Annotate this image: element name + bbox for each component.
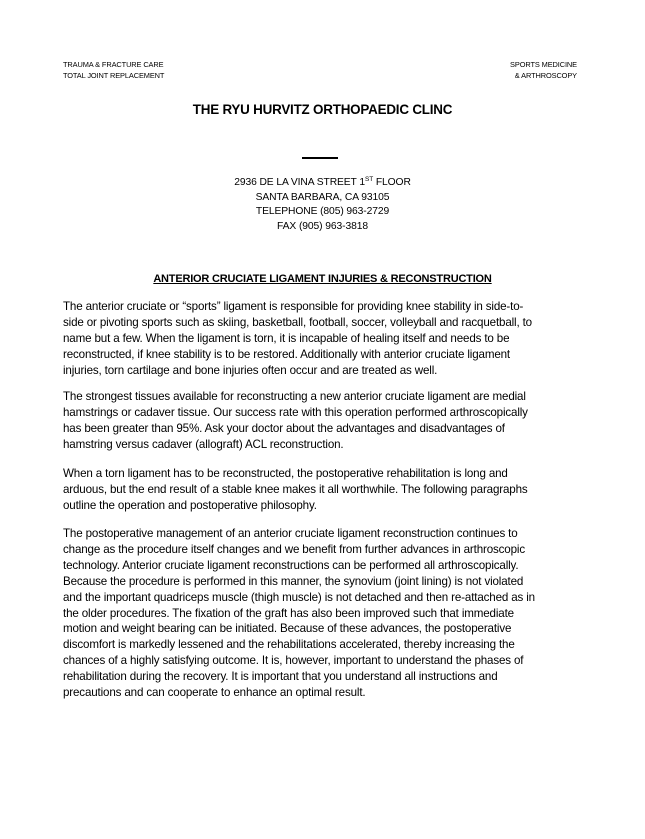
text-line: hamstring versus cadaver (allograft) ACL reconstruction. bbox=[63, 437, 344, 451]
text-line: technology. Anterior cruciate ligament reconstructions can be performed all arthroscopically. bbox=[63, 558, 519, 572]
address-street-text: 2936 DE LA VINA STREET 1 bbox=[234, 177, 365, 188]
text-line: change as the procedure itself changes and we benefit from further advances in arthroscopic bbox=[63, 542, 525, 556]
header-right-services bbox=[510, 59, 577, 81]
text-line: reconstructed, if knee stability is to be restored. Additionally with anterior cruciate ligament bbox=[63, 347, 511, 361]
fax: FAX (905) 963-3818 bbox=[277, 220, 368, 232]
text-line: discomfort is markedly lessened and the rehabilitations accelerated, thereby increasing the bbox=[63, 638, 515, 652]
text-line: Because the procedure is performed in this manner, the synovium (joint lining) is not violated bbox=[63, 574, 524, 588]
address-street-ordinal: ST bbox=[364, 176, 374, 183]
text-line: name but a few. When the ligament is torn, it is incapable of healing itself and needs to be bbox=[63, 331, 510, 345]
text-line: hamstrings or cadaver tissue. Our success rate with this operation performed arthroscopically bbox=[63, 405, 528, 419]
text-line: rehabilitation during the recovery. It is important that you understand all instructions and bbox=[63, 670, 498, 684]
clinic-address-block bbox=[0, 176, 645, 234]
text-line: outline the operation and postoperative philosophy. bbox=[63, 498, 317, 512]
telephone: TELEPHONE (805) 963-2729 bbox=[255, 206, 390, 218]
text-line: and the important quadriceps muscle (thigh muscle) is not detached and then re-attached as in bbox=[63, 590, 535, 604]
text-line: When a torn ligament has to be reconstructed, the postoperative rehabilitation is long and bbox=[63, 467, 508, 480]
text-line: The strongest tissues available for reconstructing a new anterior cruciate ligament are medial bbox=[63, 390, 526, 403]
address-street bbox=[0, 176, 645, 191]
service-line: TOTAL JOINT REPLACEMENT bbox=[63, 71, 165, 80]
text-line: the older procedures. The fixation of the graft has also been improved such that immediate bbox=[63, 606, 514, 620]
text-line: chances of a highly satisfying outcome. It is, however, important to understand the phases of bbox=[63, 654, 524, 668]
service-line: SPORTS MEDICINE bbox=[510, 60, 577, 69]
service-line: TRAUMA & FRACTURE CARE bbox=[63, 60, 164, 69]
service-line: & ARTHROSCOPY bbox=[514, 71, 577, 80]
paragraph-3 bbox=[63, 466, 583, 514]
address-street-suffix: FLOOR bbox=[373, 177, 411, 188]
text-line: The postoperative management of an anterior cruciate ligament reconstruction continues to bbox=[63, 527, 518, 540]
paragraph-4 bbox=[63, 526, 583, 701]
text-line: The anterior cruciate or “sports” ligament is responsible for providing knee stability in side-to- bbox=[63, 300, 524, 313]
section-heading: ANTERIOR CRUCIATE LIGAMENT INJURIES & RECONSTRUCTION bbox=[153, 273, 492, 285]
header-left-services bbox=[63, 59, 164, 81]
address-city: SANTA BARBARA, CA 93105 bbox=[255, 191, 390, 203]
title-divider bbox=[302, 157, 338, 159]
text-line: side or pivoting sports such as skiing, basketball, football, soccer, volleyball and racquetball, to bbox=[63, 315, 532, 329]
text-line: injuries, torn cartilage and bone injuries often occur and are treated as well. bbox=[63, 363, 438, 377]
text-line: arduous, but the end result of a stable knee makes it all worthwhile. The following paragraphs bbox=[63, 482, 528, 496]
paragraph-2 bbox=[63, 389, 583, 453]
text-line: has been greater than 95%. Ask your doctor about the advantages and disadvantages of bbox=[63, 421, 505, 435]
text-line: precautions and can cooperate to enhance an optimal result. bbox=[63, 686, 366, 700]
paragraph-1 bbox=[63, 299, 583, 379]
text-line: motion and weight bearing can be initiated. Because of these advances, the postoperative bbox=[63, 622, 512, 636]
clinic-title: THE RYU HURVITZ ORTHOPAEDIC CLINC bbox=[192, 102, 453, 117]
